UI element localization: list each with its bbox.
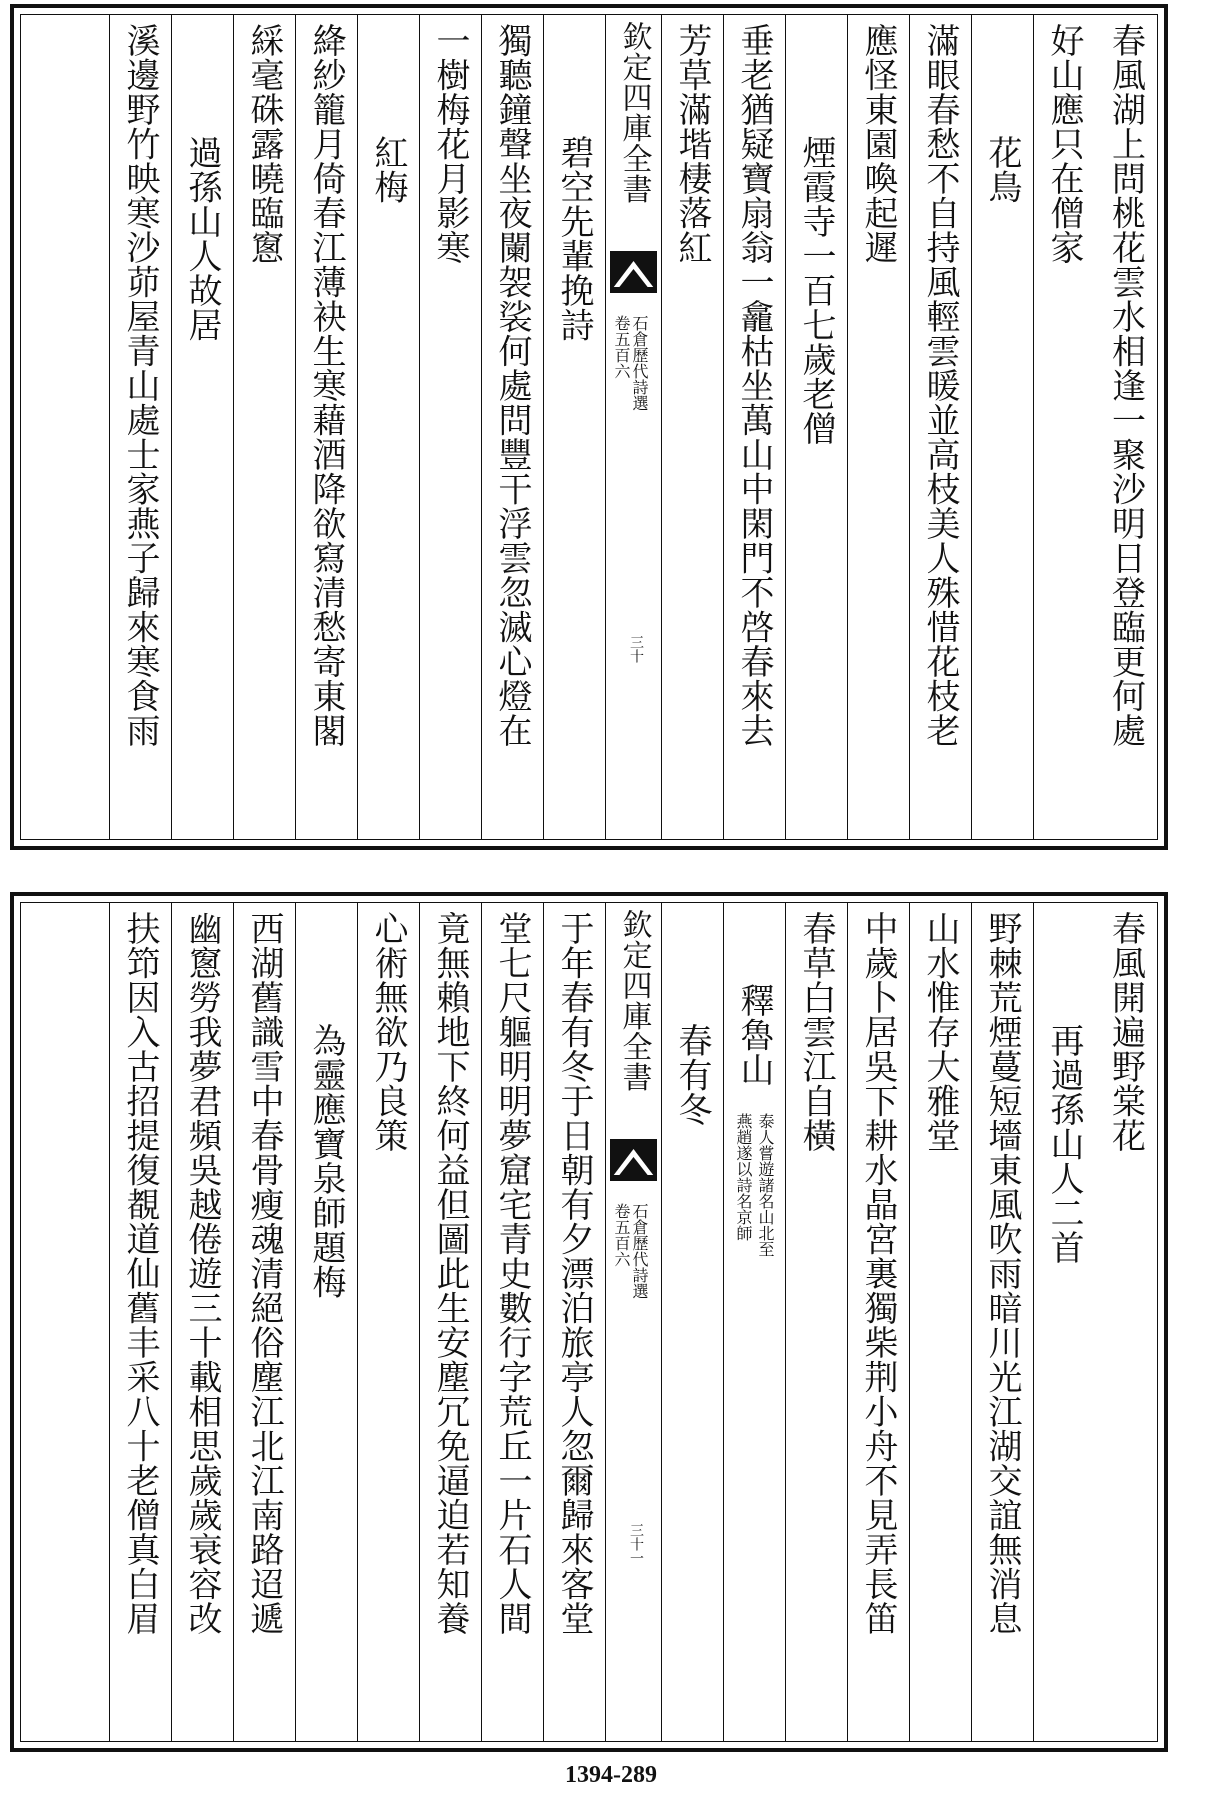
poem-line: 絳紗籠月倚春江薄袂生寒藉酒降欲寫清愁寄東閣 bbox=[306, 23, 346, 748]
bottom-col-9 bbox=[543, 903, 605, 1741]
top-col-14 bbox=[233, 15, 295, 839]
poem-line: 野棘荒煙蔓短墻東風吹雨暗川光江湖交誼無消息 bbox=[982, 911, 1022, 1636]
poem-line: 春風湖上問桃花雲水相逢一聚沙明日登臨更何處 bbox=[1105, 23, 1146, 748]
page-number: 1394-289 bbox=[565, 1762, 657, 1788]
poem-line: 芳草滿堦棲落紅 bbox=[672, 23, 712, 265]
poem-line: 滿眼春愁不自持風輕雲暖並高枝美人殊惜花枝老 bbox=[920, 23, 960, 748]
leaf-number: 三十一 bbox=[628, 1523, 644, 1565]
juan-number: 卷五百六 bbox=[612, 315, 631, 379]
bottom-page bbox=[10, 892, 1168, 1752]
poem-title: 花鳥 bbox=[982, 135, 1022, 204]
bottom-col-4 bbox=[909, 903, 971, 1741]
bottom-col-15 bbox=[171, 903, 233, 1741]
top-col-3 bbox=[971, 15, 1033, 839]
top-col-15 bbox=[171, 15, 233, 839]
bottom-col-3 bbox=[971, 903, 1033, 1741]
poem-title: 碧空先輩挽詩 bbox=[554, 135, 594, 342]
bottom-col-13 bbox=[295, 903, 357, 1741]
top-col-2 bbox=[1033, 15, 1095, 839]
bottom-col-14 bbox=[233, 903, 295, 1741]
poem-line: 一樹梅花月影寒 bbox=[430, 23, 470, 265]
poem-line: 應怪東園喚起遲 bbox=[858, 23, 898, 265]
poem-line: 于年春有冬于日朝有夕漂泊旅亭人忽爾歸來客堂 bbox=[554, 911, 594, 1636]
poem-title: 再過孫山人二首 bbox=[1044, 1023, 1084, 1265]
top-col-4 bbox=[909, 15, 971, 839]
banner-title: 欽定四庫全書 bbox=[616, 21, 652, 204]
poem-line: 好山應只在僧家 bbox=[1044, 23, 1084, 265]
poem-line: 中歲卜居吳下耕水晶宮裏獨柴荆小舟不見弄長笛 bbox=[858, 911, 898, 1636]
poem-line: 綵毫硃露曉臨窻 bbox=[244, 23, 284, 265]
source-title: 石倉歷代詩選 bbox=[630, 315, 649, 411]
author-note: 燕趙遂以詩名京師 bbox=[734, 1113, 753, 1241]
bottom-col-12 bbox=[357, 903, 419, 1741]
poem-line: 幽窻勞我夢君頻吳越倦遊三十載相思歲歲衰容改 bbox=[182, 911, 222, 1636]
fishtail-mark-icon bbox=[610, 1139, 657, 1181]
poem-line: 垂老猶疑寶扇翁一龕枯坐萬山中閑門不啓春來去 bbox=[734, 23, 774, 748]
top-page-frame bbox=[20, 14, 1158, 840]
banner-title: 欽定四庫全書 bbox=[616, 909, 652, 1092]
bottom-col-1 bbox=[1095, 903, 1157, 1741]
top-col-1 bbox=[1095, 15, 1157, 839]
top-col-9 bbox=[543, 15, 605, 839]
bottom-page-frame bbox=[20, 902, 1158, 1742]
poem-line: 竟無賴地下終何益但圖此生安塵冗免逼迫若知養 bbox=[430, 911, 470, 1636]
bottom-col-8 bbox=[661, 903, 723, 1741]
top-col-11 bbox=[419, 15, 481, 839]
poem-title: 煙霞寺一百七歲老僧 bbox=[796, 135, 836, 446]
bottom-center-fold bbox=[605, 903, 661, 1741]
top-col-6 bbox=[785, 15, 847, 839]
author-note: 泰人嘗遊諸名山北至 bbox=[756, 1113, 775, 1257]
bottom-col-2 bbox=[1033, 903, 1095, 1741]
poem-line: 春風開遍野棠花 bbox=[1105, 911, 1146, 1153]
poem-title: 過孫山人故居 bbox=[182, 135, 222, 342]
poem-line: 堂七尺軀明明夢窟宅青史數行字荒丘一片石人間 bbox=[492, 911, 532, 1636]
top-page bbox=[10, 4, 1168, 850]
poem-line: 山水惟存大雅堂 bbox=[920, 911, 960, 1153]
fishtail-mark-icon bbox=[610, 251, 657, 293]
top-col-7 bbox=[723, 15, 785, 839]
bottom-col-10 bbox=[481, 903, 543, 1741]
poem-line: 扶笻因入古招提復覩道仙舊丰采八十老僧真白眉 bbox=[120, 911, 160, 1636]
poem-line: 春草白雲江自橫 bbox=[796, 911, 836, 1153]
top-col-5 bbox=[847, 15, 909, 839]
top-col-12 bbox=[357, 15, 419, 839]
bottom-col-7 bbox=[723, 903, 785, 1741]
poem-line: 獨聽鐘聲坐夜闌袈裟何處問豐干浮雲忽滅心燈在 bbox=[492, 23, 532, 748]
bottom-col-6 bbox=[785, 903, 847, 1741]
top-col-8 bbox=[661, 15, 723, 839]
bottom-col-11 bbox=[419, 903, 481, 1741]
poem-line: 溪邊野竹映寒沙茆屋青山處士家燕子歸來寒食雨 bbox=[120, 23, 160, 748]
top-col-13 bbox=[295, 15, 357, 839]
leaf-number: 三十 bbox=[628, 635, 644, 663]
poem-line: 心術無欲乃良策 bbox=[368, 911, 408, 1153]
source-title: 石倉歷代詩選 bbox=[630, 1203, 649, 1299]
author-name: 釋魯山 bbox=[734, 983, 774, 1087]
poem-title: 紅梅 bbox=[368, 135, 408, 204]
bottom-col-16 bbox=[109, 903, 171, 1741]
top-col-10 bbox=[481, 15, 543, 839]
top-col-16 bbox=[109, 15, 171, 839]
juan-number: 卷五百六 bbox=[612, 1203, 631, 1267]
poem-line: 西湖舊識雪中春骨瘦魂清絕俗塵江北江南路迢遞 bbox=[244, 911, 284, 1636]
top-center-fold bbox=[605, 15, 661, 839]
poem-title: 春有冬 bbox=[672, 1023, 712, 1127]
bottom-col-5 bbox=[847, 903, 909, 1741]
poem-title: 為靈應寶泉師題梅 bbox=[306, 1023, 346, 1299]
